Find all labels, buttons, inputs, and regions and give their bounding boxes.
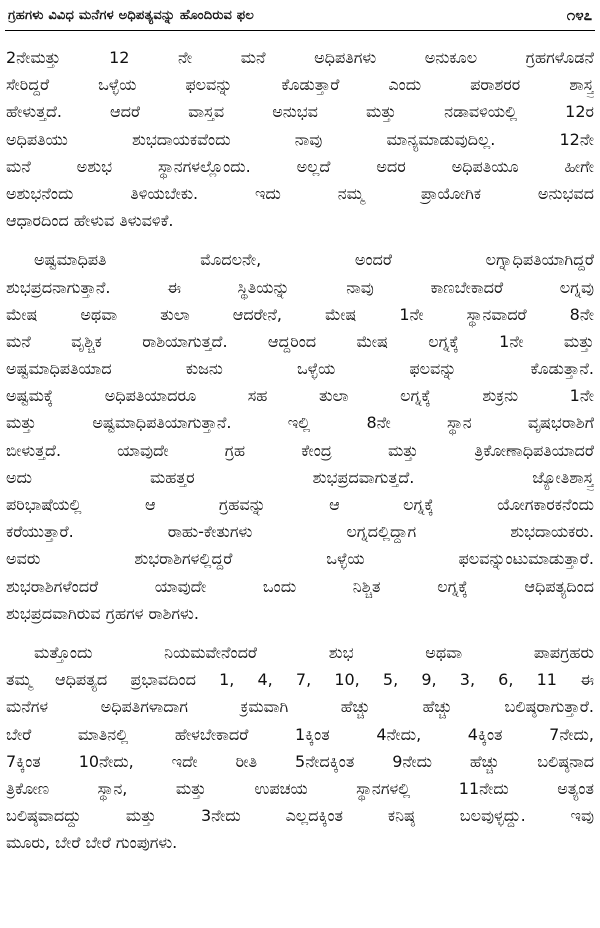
text-line: ಶುಭಪ್ರದವಾಗಿರುವ ಗ್ರಹಗಳ ರಾಶಿಗಳು. — [6, 603, 199, 623]
text-line: ಸೇರಿದ್ದರೆ ಒಳ್ಳೆಯ ಫಲವನ್ನು ಕೊಡುತ್ತಾರೆ ಎಂದು ಪರಾಶರರ ಶಾಸ್ತ್ರ — [6, 75, 594, 95]
text-line: ಅಶುಭನೆಂದು ತಿಳಿಯಬೇಕು. ಇದು ನಮ್ಮ ಪ್ರಾಯೋಗಿಕ ಅನುಭವದ — [6, 183, 594, 203]
text-line: ಅವರು ಶುಭರಾಶಿಗಳಲ್ಲಿದ್ದರೆ ಒಳ್ಳೆಯ ಫಲವನ್ನುಂಟುಮಾಡುತ್ತಾರೆ. — [6, 549, 594, 569]
text-line: ಮನೆಗಳ ಅಧಿಪತಿಗಳಾದಾಗ ಕ್ರಮವಾಗಿ ಹೆಚ್ಚು ಹೆಚ್ಚು ಬಲಿಷ್ಠರಾಗುತ್ತಾರೆ. — [6, 697, 594, 717]
text-line: ಬೀಳುತ್ತದೆ. ಯಾವುದೇ ಗ್ರಹ ಕೇಂದ್ರ ಮತ್ತು ತ್ರಿಕೋಣಾಧಿಪತಿಯಾದರೆ — [6, 440, 594, 460]
text-line: ಅದು ಮಹತ್ತರ ಶುಭಪ್ರದವಾಗುತ್ತದೆ. ಜ್ಯೋತಿಶಾಸ್ತ್ರ — [6, 467, 594, 487]
text-line: ಅಷ್ಟಮಾಧಿಪತಿಯಾದ ಕುಜನು ಒಳ್ಳೆಯ ಫಲವನ್ನು ಕೊಡುತ್ತಾನೆ. — [6, 359, 594, 379]
text-line: ಶುಭರಾಶಿಗಳೆಂದರೆ ಯಾವುದೇ ಒಂದು ನಿಶ್ಚಿತ ಲಗ್ನಕ್ಕೆ ಆಧಿಪತ್ಯದಿಂದ — [6, 576, 594, 596]
text-line: ಅಷ್ಟಮಕ್ಕೆ ಅಧಿಪತಿಯಾದರೂ ಸಹ ತುಲಾ ಲಗ್ನಕ್ಕೆ ಶುಕ್ರನು 1ನೇ — [6, 386, 594, 406]
text-line: ಮನೆ ಅಶುಭ ಸ್ಥಾನಗಳಲ್ಲೊಂದು. ಅಲ್ಲದೆ ಅದರ ಅಧಿಪತಿಯೂ ಹೀಗೇ — [6, 156, 594, 176]
text-line: ಆಧಾರದಿಂದ ಹೇಳುವ ತಿಳುವಳಿಕೆ. — [6, 211, 174, 231]
text-line: ಅಷ್ಟಮಾಧಿಪತಿ ಮೊದಲನೇ, ಅಂದರೆ ಲಗ್ನಾಧಿಪತಿಯಾಗಿದ್ದರೆ — [34, 250, 594, 270]
page-number: ೧೪೭ — [566, 6, 592, 24]
paragraph — [6, 44, 594, 234]
text-line: ಮತ್ತು ಅಷ್ಟಮಾಧಿಪತಿಯಾಗುತ್ತಾನೆ. ಇಲ್ಲಿ 8ನೇ ಸ್ಥಾನ ವೃಷಭರಾಶಿಗೆ — [6, 413, 594, 433]
text-line: ಕರೆಯುತ್ತಾರೆ. ರಾಹು-ಕೇತುಗಳು ಲಗ್ನದಲ್ಲಿದ್ದಾಗ ಶುಭದಾಯಕರು. — [6, 522, 594, 542]
running-head: ಗ್ರಹಗಳು ವಿವಿಧ ಮನೆಗಳ ಅಧಿಪತ್ಯವನ್ನು ಹೊಂದಿರುವ ಫಲ — [8, 7, 254, 23]
text-line: ಮತ್ತೊಂದು ನಿಯಮವೇನೆಂದರೆ ಶುಭ ಅಥವಾ ಪಾಪಗ್ರಹರು — [34, 642, 594, 662]
text-line: ಬಲಿಷ್ಠವಾದದ್ದು ಮತ್ತು 3ನೇದು ಎಲ್ಲದಕ್ಕಿಂತ ಕನಿಷ್ಠ ಬಲವುಳ್ಳದ್ದು. ಇವು — [6, 806, 594, 826]
text-line: ತ್ರಿಕೋಣ ಸ್ಥಾನ, ಮತ್ತು ಉಪಚಯ ಸ್ಥಾನಗಳಲ್ಲಿ 11ನೇದು ಅತ್ಯಂತ — [6, 778, 594, 798]
text-line: 2ನೇಮತ್ತು 12 ನೇ ಮನೆ ಅಧಿಪತಿಗಳು ಅನುಕೂಲ ಗ್ರಹಗಳೊಡನೆ — [6, 48, 594, 67]
text-line: ಪರಿಭಾಷೆಯಲ್ಲಿ ಆ ಗ್ರಹವನ್ನು ಆ ಲಗ್ನಕ್ಕೆ ಯೋಗಕಾರಕನೆಂದು — [6, 495, 594, 514]
page-header — [0, 0, 600, 30]
text-line: ಅಧಿಪತಿಯು ಶುಭದಾಯಕವೆಂದು ನಾವು ಮಾನ್ಯಮಾಡುವುದಿಲ್ಲ. 12ನೇ — [6, 129, 594, 149]
text-line: ಮೂರು, ಬೇರೆ ಬೇರೆ ಗುಂಪುಗಳು. — [6, 833, 178, 853]
text-line: ಹೇಳುತ್ತದೆ. ಆದರೆ ವಾಸ್ತವ ಅನುಭವ ಮತ್ತು ನಡಾವಳಿಯಲ್ಲಿ 12ರ — [6, 102, 594, 122]
paragraph — [6, 246, 594, 627]
header-rule — [5, 30, 595, 31]
text-line: ಮೇಷ ಅಥವಾ ತುಲಾ ಆದರೇನೆ, ಮೇಷ 1ನೇ ಸ್ಥಾನವಾದರೆ 8ನೇ — [6, 304, 594, 324]
text-line: ಮನೆ ವೃಶ್ಚಿಕ ರಾಶಿಯಾಗುತ್ತದೆ. ಆದ್ದರಿಂದ ಮೇಷ ಲಗ್ನಕ್ಕೆ 1ನೇ ಮತ್ತು — [6, 331, 594, 351]
text-line: ತಮ್ಮ ಆಧಿಪತ್ಯದ ಪ್ರಭಾವದಿಂದ 1, 4, 7, 10, 5, 9, 3, 6, 11 ಈ — [6, 670, 594, 690]
paragraph — [6, 639, 594, 857]
text-line: ಬೇರೆ ಮಾತಿನಲ್ಲಿ ಹೇಳಬೇಕಾದರೆ 1ಕ್ಕಿಂತ 4ನೇದು, 4ಕ್ಕಿಂತ 7ನೇದು, — [6, 724, 594, 744]
text-line: 7ಕ್ಕಿಂತ 10ನೇದು, ಇದೇ ರೀತಿ 5ನೇದಕ್ಕಿಂತ 9ನೇದು ಹೆಚ್ಚು ಬಲಿಷ್ಠನಾದ — [6, 751, 594, 771]
text-line: ಶುಭಪ್ರದನಾಗುತ್ತಾನೆ. ಈ ಸ್ಥಿತಿಯನ್ನು ನಾವು ಕಾಣಬೇಕಾದರೆ ಲಗ್ನವು — [6, 277, 594, 297]
body-text — [6, 44, 594, 868]
